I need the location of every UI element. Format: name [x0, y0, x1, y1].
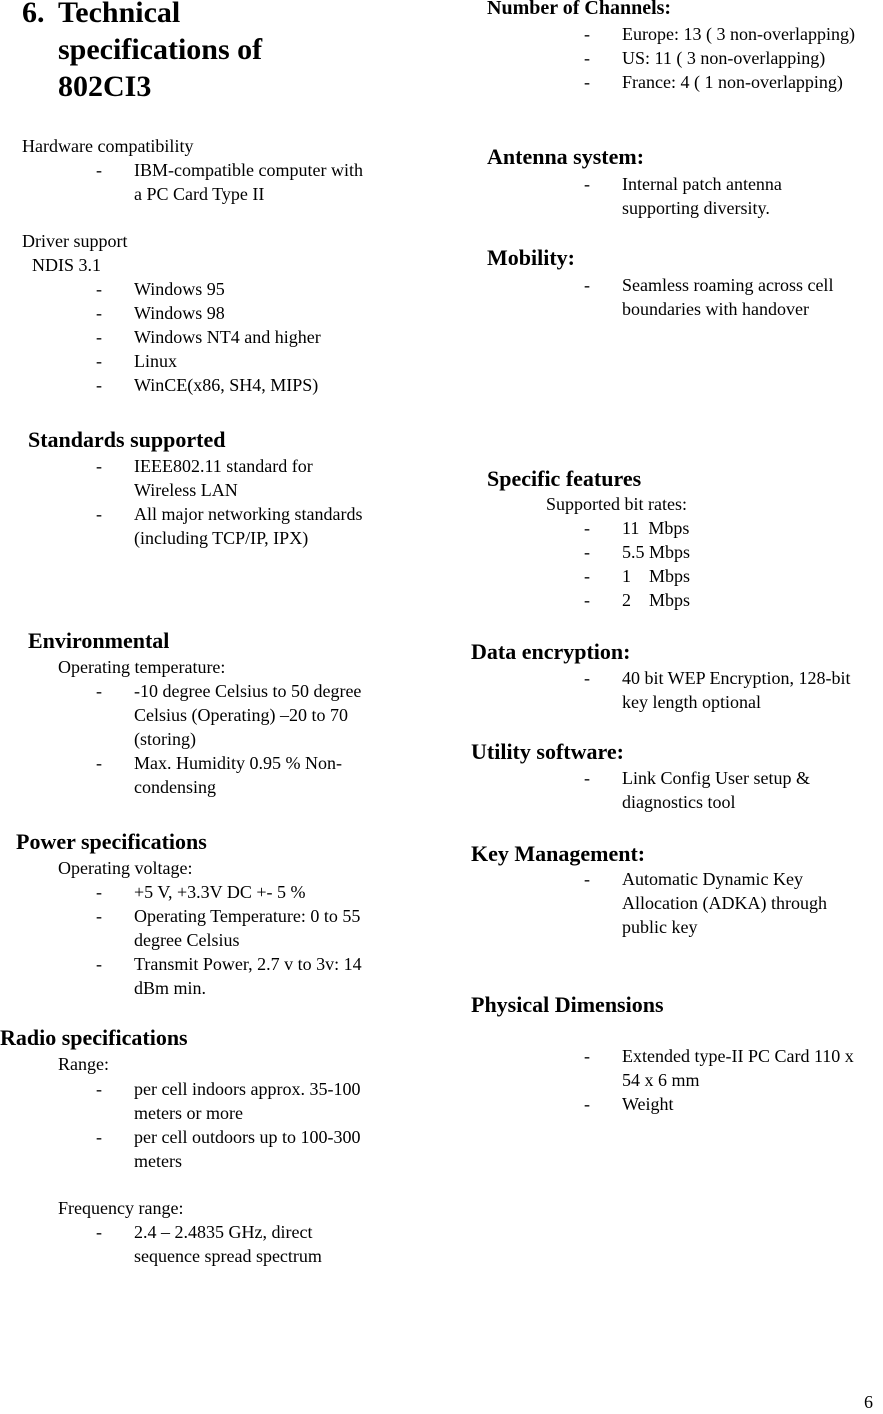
list-item [96, 904, 378, 952]
list-item-text: 11 Mbps [622, 518, 690, 538]
section-number: 6. [22, 0, 45, 29]
features-heading: Specific features [487, 466, 642, 491]
utility-heading: Utility software: [471, 739, 624, 764]
list-item-text: per cell indoors approx. 35-100 meters or more [134, 1079, 361, 1123]
list-item [96, 158, 368, 206]
list-item-text: WinCE(x86, SH4, MIPS) [134, 375, 319, 395]
list-item-text: Automatic Dynamic Key Allocation (ADKA) through public key [622, 869, 827, 937]
environmental-list [96, 679, 400, 799]
standards-heading: Standards supported [28, 427, 226, 452]
dash-bullet: - [96, 1079, 102, 1099]
list-item-text: Windows 98 [134, 303, 225, 323]
list-item-text: Link Config User setup & diagnostics tool [622, 768, 810, 812]
driver-label: Driver support [22, 231, 128, 251]
dash-bullet: - [96, 753, 102, 773]
list-item-text: 2 Mbps [622, 590, 691, 610]
list-item [96, 301, 396, 325]
power-heading: Power specifications [16, 829, 207, 854]
list-item [96, 751, 400, 799]
channels-heading: Number of Channels: [487, 0, 672, 19]
driver-sublabel: NDIS 3.1 [32, 255, 102, 275]
list-item [584, 273, 876, 321]
list-item [96, 880, 378, 904]
list-item [96, 952, 378, 1000]
dash-bullet: - [96, 375, 102, 395]
dash-bullet: - [584, 72, 590, 92]
list-item [584, 516, 844, 540]
mobility-heading: Mobility: [487, 245, 575, 270]
page-number: 6 [864, 1392, 873, 1412]
dash-bullet: - [584, 518, 590, 538]
dash-bullet: - [96, 456, 102, 476]
list-item [584, 172, 844, 220]
encryption-heading: Data encryption: [471, 639, 631, 664]
dash-bullet: - [96, 681, 102, 701]
list-item-text: Extended type-II PC Card 110 x 54 x 6 mm [622, 1046, 854, 1090]
hardware-label: Hardware compatibility [22, 136, 194, 156]
features-sublabel: Supported bit rates: [546, 494, 687, 514]
utility-list [584, 766, 856, 814]
dash-bullet: - [96, 303, 102, 323]
dash-bullet: - [96, 351, 102, 371]
list-item [584, 1092, 876, 1116]
antenna-heading: Antenna system: [487, 144, 645, 169]
list-item-text: Linux [134, 351, 177, 371]
frequency-list [96, 1220, 378, 1268]
section-title: Technical specifications of 802CI3 [58, 0, 263, 103]
dash-bullet: - [584, 48, 590, 68]
list-item-text: France: 4 ( 1 non-overlapping) [622, 72, 843, 92]
dash-bullet: - [584, 768, 590, 788]
list-item [96, 454, 378, 502]
range-list [96, 1077, 400, 1173]
power-list [96, 880, 378, 1000]
list-item-text: All major networking standards (including TCP/IP, IPX) [134, 504, 363, 548]
list-item [96, 502, 378, 550]
list-item-text: -10 degree Celsius to 50 degree Celsius (Operating) –20 to 70 (storing) [134, 681, 362, 749]
dash-bullet: - [584, 590, 590, 610]
radio-heading: Radio specifications [0, 1025, 188, 1050]
dash-bullet: - [96, 882, 102, 902]
list-item [96, 1077, 400, 1125]
dash-bullet: - [584, 1094, 590, 1114]
list-item-text: Operating Temperature: 0 to 55 degree Celsius [134, 906, 361, 950]
antenna-list [584, 172, 844, 220]
list-item-text: per cell outdoors up to 100-300 meters [134, 1127, 361, 1171]
list-item [96, 325, 396, 349]
driver-list [96, 277, 396, 397]
dash-bullet: - [584, 869, 590, 889]
list-item [96, 1220, 378, 1268]
dash-bullet: - [584, 174, 590, 194]
dash-bullet: - [96, 1127, 102, 1147]
list-item-text: Windows 95 [134, 279, 225, 299]
list-item [584, 22, 883, 46]
bitrate-list [584, 516, 844, 612]
dash-bullet: - [584, 566, 590, 586]
standards-list [96, 454, 378, 550]
dash-bullet: - [584, 24, 590, 44]
list-item-text: Max. Humidity 0.95 % Non-condensing [134, 753, 342, 797]
range-label: Range: [58, 1054, 109, 1074]
list-item [96, 679, 400, 751]
frequency-label: Frequency range: [58, 1198, 184, 1218]
physical-list [584, 1044, 876, 1116]
list-item-text: IBM-compatible computer with a PC Card Type II [134, 160, 363, 204]
list-item [584, 766, 856, 814]
keymgmt-list [584, 867, 866, 939]
list-item-text: 1 Mbps [622, 566, 691, 586]
list-item [584, 867, 866, 939]
power-sublabel: Operating voltage: [58, 858, 193, 878]
list-item [96, 373, 396, 397]
list-item-text: IEEE802.11 standard for Wireless LAN [134, 456, 313, 500]
list-item [584, 564, 844, 588]
list-item [96, 277, 396, 301]
list-item-text: Europe: 13 ( 3 non-overlapping) [622, 24, 855, 44]
list-item-text: US: 11 ( 3 non-overlapping) [622, 48, 826, 68]
list-item-text: Windows NT4 and higher [134, 327, 321, 347]
list-item [96, 349, 396, 373]
dash-bullet: - [584, 668, 590, 688]
list-item-text: 2.4 – 2.4835 GHz, direct sequence spread spectrum [134, 1222, 322, 1266]
dash-bullet: - [96, 1222, 102, 1242]
list-item [584, 1044, 876, 1092]
dash-bullet: - [584, 1046, 590, 1066]
dash-bullet: - [584, 275, 590, 295]
keymgmt-heading: Key Management: [471, 841, 646, 866]
list-item [584, 666, 876, 714]
list-item [584, 540, 844, 564]
dash-bullet: - [96, 279, 102, 299]
dash-bullet: - [96, 160, 102, 180]
dash-bullet: - [96, 327, 102, 347]
list-item-text: 40 bit WEP Encryption, 128-bit key length optional [622, 668, 851, 712]
list-item-text: 5.5 Mbps [622, 542, 691, 562]
encryption-list [584, 666, 876, 714]
channels-list [584, 22, 883, 94]
dash-bullet: - [96, 954, 102, 974]
physical-heading: Physical Dimensions [471, 992, 664, 1017]
list-item [96, 1125, 400, 1173]
hardware-list [96, 158, 368, 206]
dash-bullet: - [96, 504, 102, 524]
list-item-text: Weight [622, 1094, 674, 1114]
list-item-text: Internal patch antenna supporting diversity. [622, 174, 782, 218]
environmental-sublabel: Operating temperature: [58, 657, 226, 677]
list-item [584, 588, 844, 612]
list-item-text: +5 V, +3.3V DC +- 5 % [134, 882, 306, 902]
list-item [584, 46, 883, 70]
list-item-text: Transmit Power, 2.7 v to 3v: 14 dBm min. [134, 954, 362, 998]
environmental-heading: Environmental [28, 628, 170, 653]
list-item-text: Seamless roaming across cell boundaries with handover [622, 275, 834, 319]
dash-bullet: - [96, 906, 102, 926]
dash-bullet: - [584, 542, 590, 562]
mobility-list [584, 273, 876, 321]
list-item [584, 70, 883, 94]
